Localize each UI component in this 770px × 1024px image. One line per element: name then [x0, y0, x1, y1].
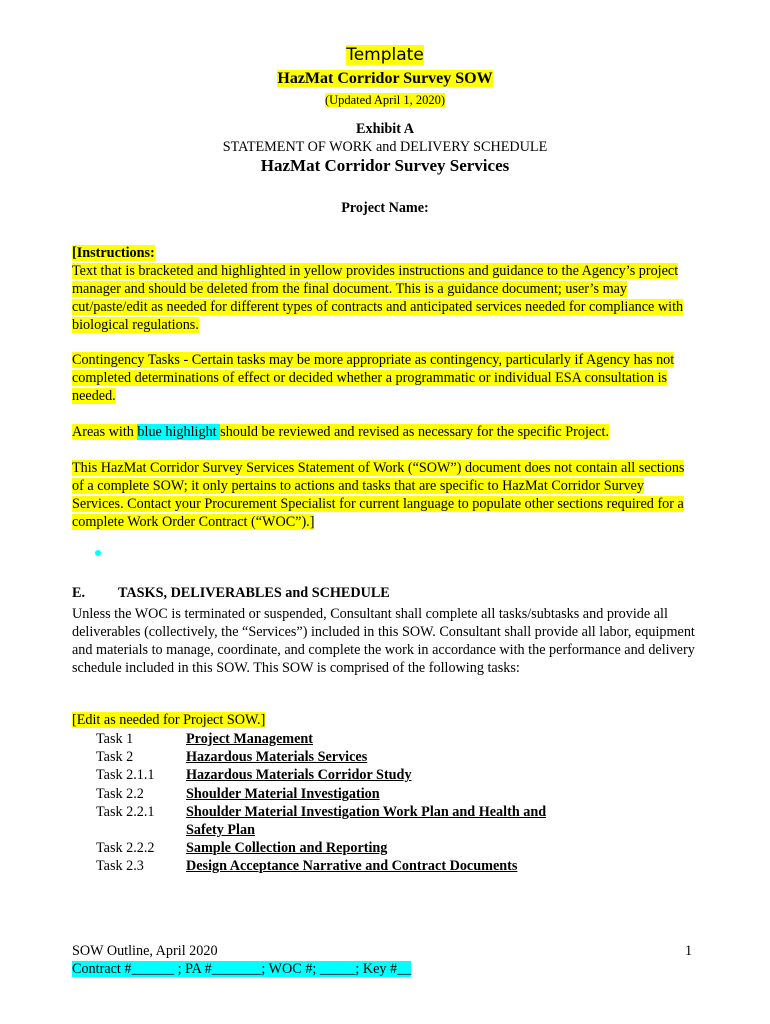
task-link[interactable]: Hazardous Materials Services: [186, 749, 368, 766]
document-title: HazMat Corridor Survey SOW: [277, 70, 493, 87]
task-row: Task 2.2.1 Shoulder Material Investigation Work Plan and Health and Safety Plan: [96, 803, 656, 839]
task-list: [96, 730, 656, 876]
task-row: Task 2.2 Shoulder Material Investigation: [96, 785, 656, 803]
instructions-paragraph-3: Areas with blue highlight should be reviewed and revised as necessary for the specific Project.: [72, 424, 609, 440]
exhibit-subtitle: STATEMENT OF WORK and DELIVERY SCHEDULE: [222, 139, 548, 155]
task-link[interactable]: Sample Collection and Reporting: [186, 840, 388, 857]
task-link[interactable]: Shoulder Material Investigation Work Plan and Health and Safety Plan: [186, 803, 547, 839]
task-row: Task 2.2.2 Sample Collection and Reporting: [96, 839, 656, 857]
footer-outline: SOW Outline, April 2020: [72, 943, 218, 959]
services-title: HazMat Corridor Survey Services: [260, 156, 510, 175]
section-e-heading: E. TASKS, DELIVERABLES and SCHEDULE: [72, 585, 390, 601]
instructions-paragraph-4: This HazMat Corridor Survey Services Statement of Work (“SOW”) document does not contain all sections of a complete SOW; it only pertains to actions and tasks that are specific to HazMat Corridor Survey Services. Contact your Procurement Specialist for current language to populate other sections required for a complete Work Order Contract (“WOC”).]: [72, 460, 685, 530]
edit-note: [Edit as needed for Project SOW.]: [72, 712, 266, 728]
footer-contract: Contract #______ ; PA #_______; WOC #; _____; Key #__: [72, 961, 412, 977]
task-link[interactable]: Project Management: [186, 731, 313, 747]
page-number: 1: [685, 943, 693, 959]
project-name-label: Project Name:: [341, 200, 429, 216]
task-row: Task 2 Hazardous Materials Services: [96, 748, 656, 766]
task-link[interactable]: Shoulder Material Investigation: [186, 785, 380, 802]
task-link[interactable]: Hazardous Materials Corridor Study: [186, 767, 412, 784]
bullet-marker: [95, 550, 101, 556]
instructions-heading: [Instructions:: [72, 245, 155, 261]
instructions-paragraph-1: Text that is bracketed and highlighted in yellow provides instructions and guidance to the Agency’s project manager and should be deleted from the final document. This is a guidance document; user’s may cut/paste/edit as needed for different types of contracts and anticipated services needed for compliance with biological regulations.: [72, 263, 684, 333]
task-row: Task 1 Project Management: [96, 730, 656, 748]
task-link[interactable]: Design Acceptance Narrative and Contract Documents: [186, 858, 518, 875]
template-label: Template: [346, 45, 424, 65]
instructions-paragraph-2: Contingency Tasks - Certain tasks may be more appropriate as contingency, particularly if Agency has not completed determinations of effect or decided whether a programmatic or individual ESA consultation is needed.: [72, 352, 675, 404]
task-row: Task 2.3 Design Acceptance Narrative and Contract Documents: [96, 857, 656, 875]
section-e-body: Unless the WOC is terminated or suspended, Consultant shall complete all tasks/subtasks and provide all deliverables (collectively, the “Services”) included in this SOW. Consultant shall provide all labor, equipment and materials to manage, coordinate, and complete the work in accordance with the performance and delivery schedule included in this SOW. This SOW is comprised of the following tasks:: [72, 606, 695, 676]
task-row: Task 2.1.1 Hazardous Materials Corridor Study: [96, 766, 656, 784]
updated-date: (Updated April 1, 2020): [324, 93, 446, 107]
exhibit-label: Exhibit A: [356, 121, 414, 137]
